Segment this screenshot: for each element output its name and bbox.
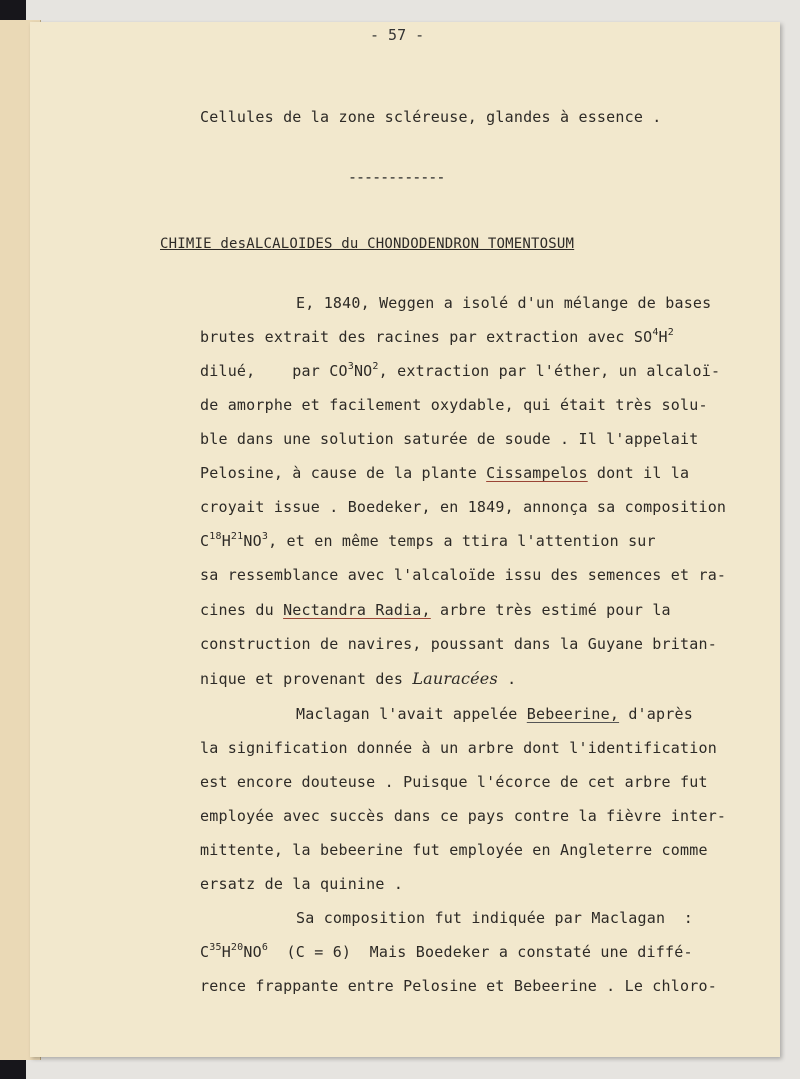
document-page [30,22,780,1057]
text-line: brutes extrait des racines par extraction avec $SO^4H^2$ [200,327,675,346]
text-line: ble dans une solution saturée de soude . Il l'appelait [200,430,699,448]
text-line: nique et provenant des Lauracées . [200,669,517,688]
text-line: $C^{18}H^{21}NO^3$, et en même temps a ttira l'attention sur [200,531,656,550]
text-line: construction de navires, poussant dans la Guyane britan- [200,635,717,653]
text-line: Pelosine, à cause de la plante Cissampelos dont il la [200,464,690,482]
text-line: mittente, la bebeerine fut employée en Angleterre comme [200,841,708,859]
underlined-term: Nectandra Radia, [283,601,431,619]
underlined-term: Cissampelos [486,464,588,482]
text-line: croyait issue . Boedeker, en 1849, annonça sa composition [200,498,727,516]
separator-line: ------------ [348,168,445,186]
text-line: E, 1840, Weggen a isolé d'un mélange de bases [296,294,712,312]
text-line: de amorphe et facilement oxydable, qui était très solu- [200,396,708,414]
page-number: - 57 - [370,26,425,44]
text-line: sa ressemblance avec l'alcaloïde issu des semences et ra- [200,566,727,584]
top-line: Cellules de la zone scléreuse, glandes à essence . [200,108,662,126]
text-line: Maclagan l'avait appelée Bebeerine, d'après [296,705,693,723]
underlined-term: Bebeerine, [526,705,620,723]
text-line: la signification donnée à un arbre dont l'identification [200,739,717,757]
text-line: ersatz de la quinine . [200,875,404,893]
text-line: Sa composition fut indiquée par Maclagan : [296,909,693,927]
section-heading: CHIMIE desALCALOIDES du CHONDODENDRON TOMENTOSUM [160,236,575,252]
text-line: cines du Nectandra Radia, arbre très estimé pour la [200,601,671,619]
text-line: employée avec succès dans ce pays contre la fièvre inter- [200,807,727,825]
text-line: est encore douteuse . Puisque l'écorce de cet arbre fut [200,773,708,791]
text-line: rence frappante entre Pelosine et Bebeerine . Le chloro- [200,977,717,995]
text-line: dilué, par $CO^3NO^2$, extraction par l'éther, un alcaloï- [200,361,721,380]
text-line: $C^{35}H^{20}NO^6$ (C = 6) Mais Boedeker a constaté une diffé- [200,942,693,961]
handwritten-word: Lauracées [412,669,498,688]
